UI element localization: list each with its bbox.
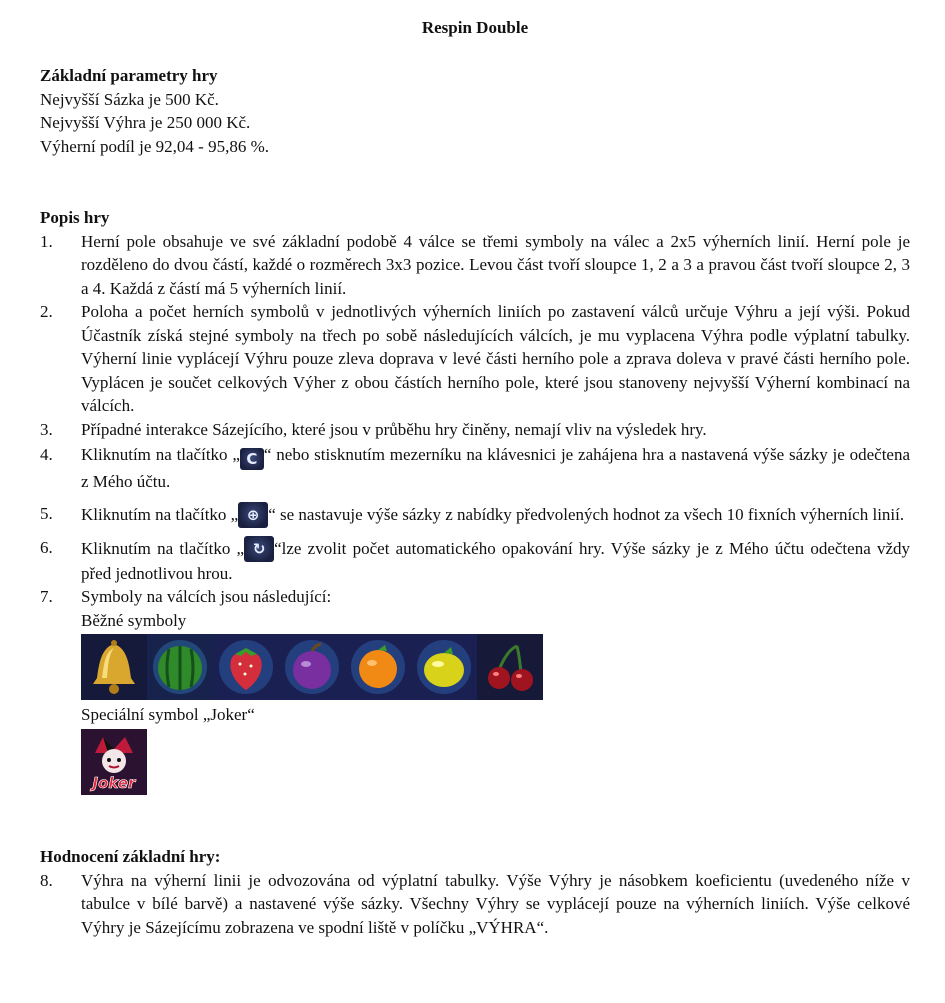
cherries-icon	[477, 634, 543, 700]
item-text-post: “lze zvolit počet automatického opakování hry. Výše sázky je z Mého účtu odečtena vždy před jednotlivou hrou.	[81, 538, 910, 583]
item-number: 1.	[40, 231, 53, 251]
item-text-pre: Kliknutím na tlačítko „	[81, 538, 245, 558]
special-symbols-row	[81, 729, 910, 795]
item-text: Výhra na výherní linii je odvozována od výplatní tabulky. Výše Výhry je násobkem koeficientu (uvedeného níže v tabulce v bílé barvě) a nastavené výše sázky. Všechny Výhry se vyplácejí pouze na výherních liniích. Výše celkové Výhry je Sázejícímu zobrazena ve spodní liště v políčku „VÝHRA“.	[81, 870, 910, 937]
joker-icon	[81, 729, 147, 795]
evaluation-section	[40, 845, 910, 939]
list-item	[40, 443, 910, 494]
autoplay-button-icon: ↻	[244, 536, 274, 562]
list-item	[40, 300, 910, 418]
orange-icon	[345, 634, 411, 700]
item-number: 3.	[40, 419, 53, 439]
bet-button-icon: ⊕	[238, 502, 268, 528]
list-item	[40, 502, 910, 528]
common-symbols-label: Běžné symboly	[81, 610, 187, 630]
special-symbol-label: Speciální symbol „Joker“	[81, 705, 255, 724]
item-text-post: “ nebo stisknutím mezerníku na klávesnici je zahájena hra a nastavená výše sázky je odečtena z Mého účtu.	[81, 445, 911, 491]
description-section	[40, 206, 910, 795]
item-text: Symboly na válcích jsou následující:	[81, 587, 332, 606]
list-item	[40, 869, 910, 940]
param-line: Nejvyšší Výhra je 250 000 Kč.	[40, 113, 251, 132]
watermelon-icon	[147, 634, 213, 700]
strawberry-icon	[213, 634, 279, 700]
item-number: 4.	[40, 445, 53, 464]
bell-icon	[81, 634, 147, 700]
params-heading: Základní parametry hry	[40, 66, 218, 85]
param-line: Výherní podíl je 92,04 - 95,86 %.	[40, 136, 269, 156]
spin-button-icon: C	[240, 448, 264, 470]
item-number: 8.	[40, 870, 53, 890]
item-number: 2.	[40, 302, 53, 321]
description-heading: Popis hry	[40, 208, 110, 227]
item-number: 7.	[40, 587, 53, 606]
params-section	[40, 64, 910, 158]
list-item	[40, 536, 910, 586]
item-number: 5.	[40, 503, 53, 523]
item-text-pre: Kliknutím na tlačítko „	[81, 504, 239, 524]
plum-icon	[279, 634, 345, 700]
item-text: Případné interakce Sázejícího, které jsou v průběhu hry činěny, nemají vliv na výsledek hry.	[81, 419, 707, 439]
list-item	[40, 585, 910, 795]
item-text: Herní pole obsahuje ve své základní podobě 4 válce se třemi symboly na válec a 2x5 výherních linií. Herní pole je rozděleno do dvou částí, každé o rozměrech 3x3 pozice. Levou část tvoří sloupce 1, 2 a 3 a pravou část tvoří sloupce 2, 3 a 4. Každá z částí má 5 výherních linií.	[81, 231, 910, 298]
evaluation-heading: Hodnocení základní hry:	[40, 847, 221, 866]
common-symbols-row	[81, 634, 910, 700]
item-number: 6.	[40, 537, 53, 557]
list-item	[40, 418, 910, 442]
document-title: Respin Double	[421, 18, 529, 37]
item-text: Poloha a počet herních symbolů v jednotlivých výherních liniích po zastavení válců určuje Výhru a její výši. Pokud Účastník získá stejné symboly na třech po sobě následujících válcích, je mu vyplacena Výhra podle výplatní tabulky. Výherní linie vyplácejí Výhru pouze zleva doprava v levé části herního pole a zprava doleva v pravé části herního pole. Vyplácen je součet celkových Výher z obou částích herního pole, které jsou stanoveny nejvyšší Výherní kombinací na válcích.	[81, 302, 910, 415]
item-text-post: “ se nastavuje výše sázky z nabídky předvolených hodnot za všech 10 fixních výherních linií.	[268, 504, 905, 524]
list-item	[40, 230, 910, 301]
joker-logo-text: Joker	[92, 773, 136, 792]
param-line: Nejvyšší Sázka je 500 Kč.	[40, 89, 219, 109]
item-text-pre: Kliknutím na tlačítko „	[81, 445, 240, 464]
lemon-icon	[411, 634, 477, 700]
